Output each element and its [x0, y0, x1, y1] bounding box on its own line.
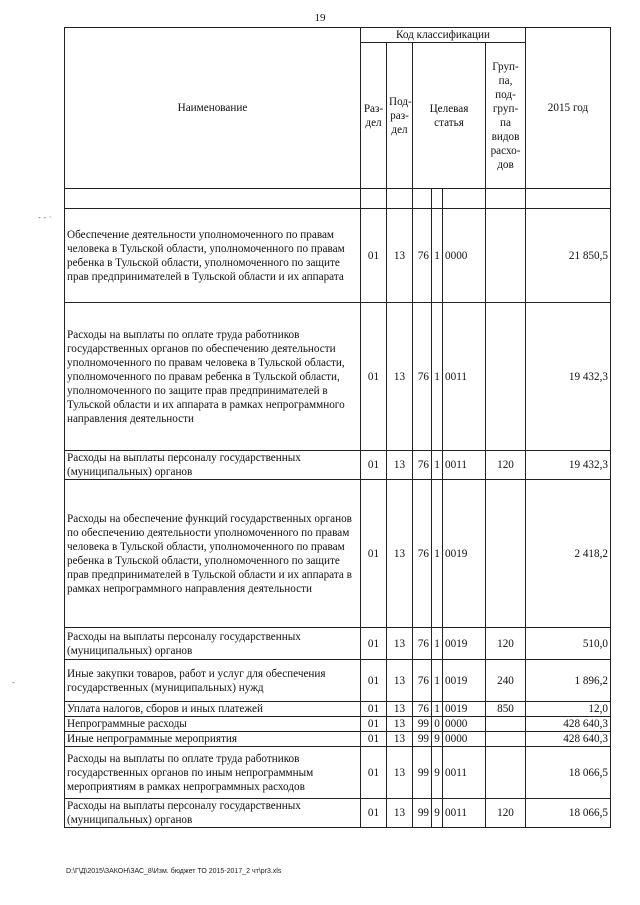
spacer-cell: [65, 189, 361, 209]
column-header-name: Наименование: [65, 28, 361, 189]
table-row: [65, 451, 611, 480]
row-target-part3-cell: 0019: [443, 480, 486, 628]
spacer-cell: [387, 189, 413, 209]
row-podrazdel-cell: 13: [387, 660, 413, 702]
row-name-cell: Расходы на выплаты персоналу государственных (муниципальных) органов: [65, 451, 361, 480]
row-razdel-cell: 01: [361, 451, 387, 480]
table-row: [65, 303, 611, 451]
row-name-cell: Обеспечение деятельности уполномоченного по правам человека в Тульской области, уполномоченного по правам ребенка в Тульской области, уполномоченного по защите прав предпринимателей в Тульской области и их аппарата: [65, 209, 361, 303]
row-target-part2-cell: 0: [432, 717, 443, 732]
row-target-part3-cell: 0000: [443, 209, 486, 303]
row-razdel-cell: 01: [361, 480, 387, 628]
row-razdel-cell: 01: [361, 747, 387, 799]
row-group-cell: 120: [486, 799, 526, 828]
column-header-group: Груп- па, под- груп- па видов расхо- дов: [486, 43, 526, 189]
row-target-part1-cell: 99: [413, 717, 432, 732]
row-podrazdel-cell: 13: [387, 747, 413, 799]
row-target-part1-cell: 76: [413, 303, 432, 451]
row-group-cell: 850: [486, 702, 526, 717]
row-target-part2-cell: 1: [432, 702, 443, 717]
spacer-cell: [432, 189, 443, 209]
row-razdel-cell: 01: [361, 209, 387, 303]
row-group-cell: [486, 303, 526, 451]
column-header-year: 2015 год: [526, 28, 611, 189]
column-header-podrazdel: Под- раз- дел: [387, 43, 413, 189]
row-target-part1-cell: 76: [413, 628, 432, 660]
row-target-part1-cell: 76: [413, 702, 432, 717]
row-target-part2-cell: 1: [432, 451, 443, 480]
row-target-part2-cell: 9: [432, 747, 443, 799]
scan-mark: -: [12, 678, 15, 687]
spacer-cell: [443, 189, 486, 209]
spacer-cell: [486, 189, 526, 209]
row-razdel-cell: 01: [361, 303, 387, 451]
row-podrazdel-cell: 13: [387, 732, 413, 747]
row-target-part1-cell: 76: [413, 480, 432, 628]
column-header-code: Код классификации: [361, 28, 526, 43]
row-name-cell: Расходы на выплаты по оплате труда работников государственных органов по иным непрограммным мероприятиям в рамках непрограммных расходов: [65, 747, 361, 799]
row-name-cell: Расходы на выплаты по оплате труда работников государственных органов по обеспечению деятельности уполномоченного по правам человека в Тульской области, уполномоченного по правам ребенка в Тульской области, уполномоченного по защите прав предпринимателей в Тульской области и их аппарата в рамках непрограммного направления деятельности: [65, 303, 361, 451]
row-group-cell: 120: [486, 628, 526, 660]
row-target-part3-cell: 0011: [443, 451, 486, 480]
row-target-part1-cell: 76: [413, 209, 432, 303]
row-razdel-cell: 01: [361, 628, 387, 660]
table-row: [65, 799, 611, 828]
row-razdel-cell: 01: [361, 702, 387, 717]
table-row: [65, 717, 611, 732]
row-name-cell: Непрограммные расходы: [65, 717, 361, 732]
row-target-part1-cell: 99: [413, 747, 432, 799]
page-number: 19: [314, 12, 326, 24]
row-group-cell: 240: [486, 660, 526, 702]
row-target-part3-cell: 0019: [443, 702, 486, 717]
row-name-cell: Иные непрограммные мероприятия: [65, 732, 361, 747]
row-target-part2-cell: 9: [432, 799, 443, 828]
row-name-cell: Расходы на выплаты персоналу государственных (муниципальных) органов: [65, 628, 361, 660]
row-target-part1-cell: 99: [413, 732, 432, 747]
row-name-cell: Иные закупки товаров, работ и услуг для обеспечения государственных (муниципальных) нужд: [65, 660, 361, 702]
table-row: [65, 660, 611, 702]
row-target-part3-cell: 0019: [443, 628, 486, 660]
row-podrazdel-cell: 13: [387, 303, 413, 451]
row-podrazdel-cell: 13: [387, 717, 413, 732]
row-sum-cell: 2 418,2: [526, 480, 611, 628]
table-row: [65, 702, 611, 717]
row-razdel-cell: 01: [361, 660, 387, 702]
budget-table: [64, 27, 611, 828]
table-row: [65, 480, 611, 628]
row-target-part2-cell: 1: [432, 303, 443, 451]
column-header-target: Целевая статья: [413, 43, 486, 189]
row-sum-cell: 18 066,5: [526, 799, 611, 828]
row-sum-cell: 510,0: [526, 628, 611, 660]
row-target-part3-cell: 0000: [443, 717, 486, 732]
row-razdel-cell: 01: [361, 717, 387, 732]
table-row: [65, 209, 611, 303]
row-target-part2-cell: 1: [432, 628, 443, 660]
row-sum-cell: 428 640,3: [526, 732, 611, 747]
header-spacer-row: [65, 189, 611, 209]
row-sum-cell: 21 850,5: [526, 209, 611, 303]
column-header-razdel: Раз- дел: [361, 43, 387, 189]
row-target-part3-cell: 0011: [443, 303, 486, 451]
row-podrazdel-cell: 13: [387, 209, 413, 303]
table-row: [65, 747, 611, 799]
row-razdel-cell: 01: [361, 732, 387, 747]
row-name-cell: Расходы на выплаты персоналу государственных (муниципальных) органов: [65, 799, 361, 828]
row-target-part3-cell: 0011: [443, 747, 486, 799]
row-sum-cell: 18 066,5: [526, 747, 611, 799]
row-sum-cell: 1 896,2: [526, 660, 611, 702]
row-podrazdel-cell: 13: [387, 702, 413, 717]
table-row: [65, 732, 611, 747]
row-sum-cell: 12,0: [526, 702, 611, 717]
row-sum-cell: 19 432,3: [526, 451, 611, 480]
row-target-part3-cell: 0011: [443, 799, 486, 828]
row-group-cell: 120: [486, 451, 526, 480]
row-sum-cell: 19 432,3: [526, 303, 611, 451]
scan-mark: - - ·: [38, 213, 52, 222]
table-row: [65, 628, 611, 660]
row-target-part1-cell: 76: [413, 660, 432, 702]
row-group-cell: [486, 717, 526, 732]
row-sum-cell: 428 640,3: [526, 717, 611, 732]
row-razdel-cell: 01: [361, 799, 387, 828]
row-group-cell: [486, 732, 526, 747]
row-group-cell: [486, 747, 526, 799]
row-target-part2-cell: 9: [432, 732, 443, 747]
row-podrazdel-cell: 13: [387, 799, 413, 828]
row-target-part1-cell: 99: [413, 799, 432, 828]
row-target-part1-cell: 76: [413, 451, 432, 480]
file-path-footer: D:\Г\Д\2015\ЗАКОН\ЗАС_8\Изм. бюджет ТО 2015-2017_2 чт\pr3.xls: [66, 868, 282, 875]
row-name-cell: Расходы на обеспечение функций государственных органов по обеспечению деятельности уполномоченного по правам человека в Тульской области, уполномоченного по правам ребенка в Тульской области, уполномоченного по защите прав предпринимателей в Тульской области и их аппарата в рамках непрограммного направления деятельности: [65, 480, 361, 628]
row-group-cell: [486, 209, 526, 303]
row-target-part2-cell: 1: [432, 209, 443, 303]
row-target-part2-cell: 1: [432, 660, 443, 702]
row-podrazdel-cell: 13: [387, 451, 413, 480]
row-podrazdel-cell: 13: [387, 480, 413, 628]
row-name-cell: Уплата налогов, сборов и иных платежей: [65, 702, 361, 717]
spacer-cell: [413, 189, 432, 209]
spacer-cell: [526, 189, 611, 209]
row-target-part3-cell: 0019: [443, 660, 486, 702]
row-target-part3-cell: 0000: [443, 732, 486, 747]
spacer-cell: [361, 189, 387, 209]
row-podrazdel-cell: 13: [387, 628, 413, 660]
row-group-cell: [486, 480, 526, 628]
row-target-part2-cell: 1: [432, 480, 443, 628]
